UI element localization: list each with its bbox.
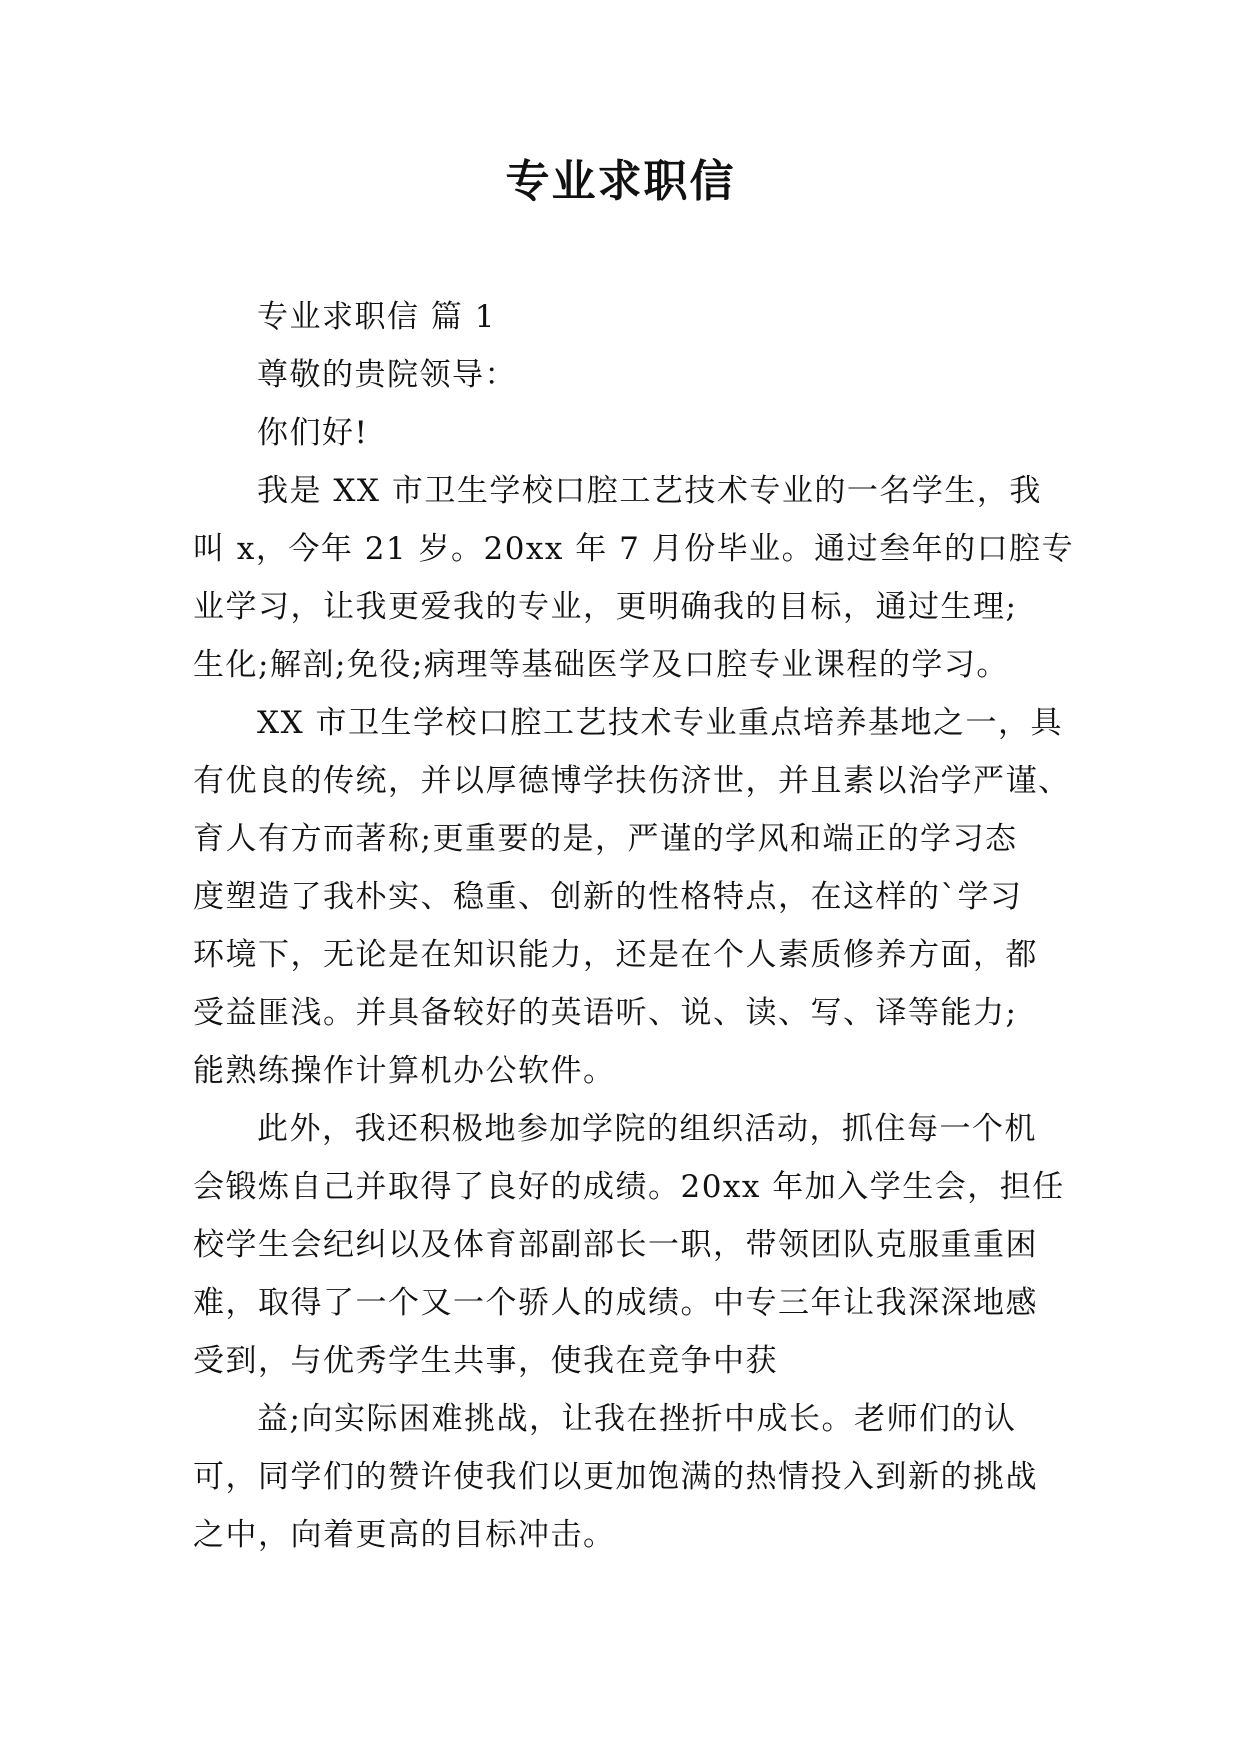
- text-line: 可，同学们的赞许使我们以更加饱满的热情投入到新的挑战: [193, 1459, 1038, 1495]
- text-line: 校学生会纪纠以及体育部副部长一职，带领团队克服重重困: [193, 1227, 1038, 1263]
- text-line: 受益匪浅。并具备较好的英语听、说、读、写、译等能力;: [193, 995, 1018, 1031]
- text-line: 育人有方而著称;更重要的是，严谨的学风和端正的学习态: [193, 821, 1018, 857]
- text-line: 受到，与优秀学生共事，使我在竞争中获: [193, 1343, 778, 1379]
- text-line: 此外，我还积极地参加学院的组织活动，抓住每一个机: [257, 1111, 1037, 1147]
- text-line: 环境下，无论是在知识能力，还是在个人素质修养方面，都: [193, 937, 1038, 973]
- document-body: [193, 288, 1075, 1564]
- text-line: 叫 x，今年 21 岁。20xx 年 7 月份毕业。通过叁年的口腔专: [193, 531, 1075, 567]
- text-line: 有优良的传统，并以厚德博学扶伤济世，并且素以治学严谨、: [193, 763, 1071, 799]
- text-line: 度塑造了我朴实、稳重、创新的性格特点，在这样的`学习: [193, 879, 1023, 915]
- text-line: 我是 XX 市卫生学校口腔工艺技术专业的一名学生，我: [257, 473, 1042, 509]
- text-line: 业学习，让我更爱我的专业，更明确我的目标，通过生理;: [193, 589, 1018, 625]
- text-line: 能熟练操作计算机办公软件。: [193, 1053, 616, 1089]
- document-title: 专业求职信: [505, 156, 736, 207]
- text-line: 之中，向着更高的目标冲击。: [193, 1517, 616, 1553]
- text-line: 生化;解剖;免役;病理等基础医学及口腔专业课程的学习。: [193, 647, 1009, 683]
- text-line: 专业求职信 篇 1: [257, 299, 496, 335]
- text-line: 会锻炼自己并取得了良好的成绩。20xx 年加入学生会，担任: [193, 1169, 1065, 1205]
- text-line: 尊敬的贵院领导：: [257, 357, 517, 393]
- text-line: XX 市卫生学校口腔工艺技术专业重点培养基地之一，具: [257, 705, 1063, 741]
- text-line: 益;向实际困难挑战，让我在挫折中成长。老师们的认: [257, 1401, 1017, 1437]
- text-line: 你们好!: [257, 415, 369, 451]
- text-line: 难，取得了一个又一个骄人的成绩。中专三年让我深深地感: [193, 1285, 1038, 1321]
